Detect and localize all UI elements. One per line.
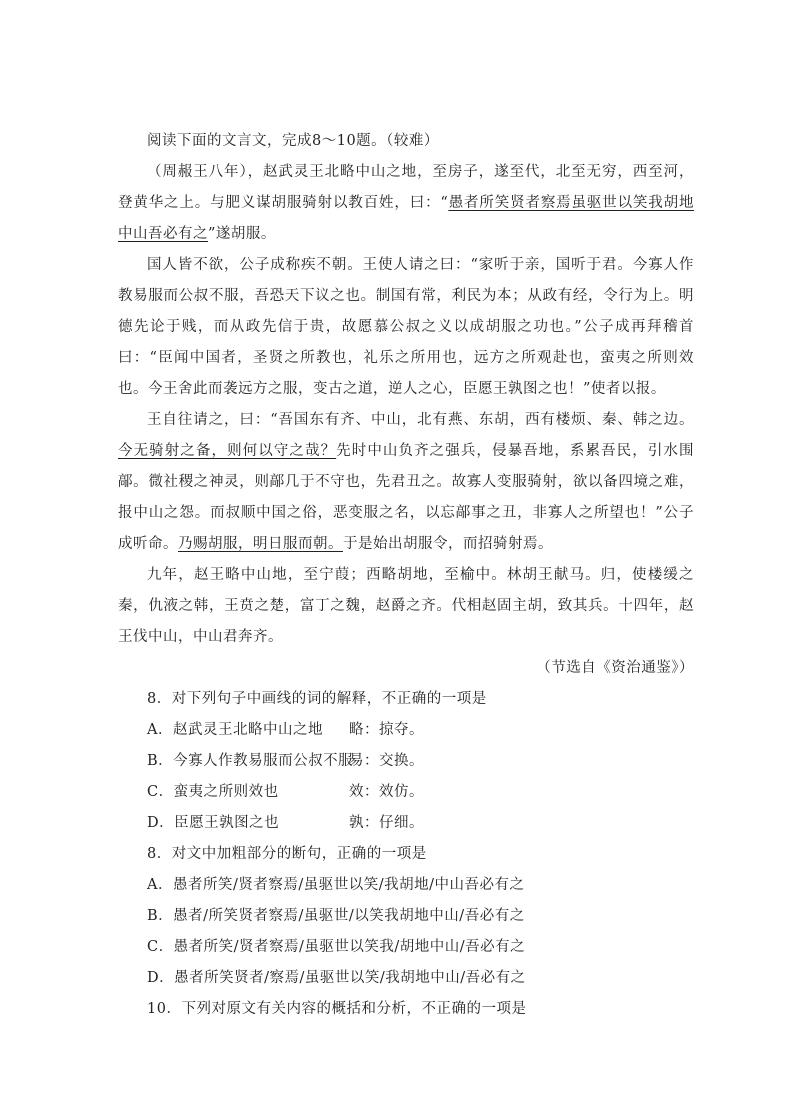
question-9-option-c: C．愚者所笑/贤者察焉/虽驱世以笑我/胡地中山/吾必有之 [147, 939, 526, 955]
p3-text-c: 于是始出胡服令，而招骑射焉。 [343, 536, 553, 552]
option-sentence: A．赵武灵王北略中山之地 [147, 722, 323, 738]
passage-paragraph-1 [118, 157, 694, 250]
question-9-option-a: A．愚者所笑/贤者察焉/虽驱世以笑/我胡地/中山吾必有之 [147, 877, 525, 893]
option-explanation: 易：交换。 [349, 753, 424, 769]
option-explanation: 效：效仿。 [349, 784, 424, 800]
question-8-option-b [118, 746, 694, 777]
source-citation: （节选自《资治通鉴》） [536, 660, 694, 676]
p1-tail: ”遂胡服。 [208, 226, 276, 242]
p3-text-a: 王自往请之，曰：“吾国东有齐、中山，北有燕、东胡，西有楼烦、秦、韩之边。 [147, 412, 694, 428]
section-header: 阅读下面的文言文，完成8～10题。（较难） [147, 133, 439, 149]
question-8-option-a [118, 715, 694, 746]
p1-text: （周赧王八年），赵武灵王北略中山之地，至房子，遂至代，北至无穷，西至河，登黄华之上。与肥义谋胡服骑射以教百姓，曰：“ [118, 164, 694, 211]
question-8-option-d [118, 808, 694, 839]
document-content [118, 126, 694, 1025]
underlined-sentence-2: 今无骑射之备，则何以守之哉？ [118, 443, 337, 459]
passage-paragraph-2: 国人皆不欲，公子成称疾不朝。王使人请之曰：“家听于亲，国听于君。今寡人作教易服而公叔不服，吾恐天下议之也。制国有常，利民为本；从政有经，令行为上。明德先论于贱，而从政先信于贵，故愿慕公叔之义以成胡服之功也。”公子成再拜稽首曰：“臣闻中国者，圣贤之所教也，礼乐之所用也，远方之所观赴也，蛮夷之所则效也。今王舍此而袭远方之服，变古之道，逆人之心，臣愿王孰图之也！”使者以报。 [118, 257, 694, 397]
option-sentence: C．蛮夷之所则效也 [147, 784, 279, 800]
option-explanation: 略：掠夺。 [349, 722, 424, 738]
option-sentence: D．臣愿王孰图之也 [147, 815, 280, 831]
question-8-option-c [118, 777, 694, 808]
question-9-option-b: B．愚者/所笑贤者察焉/虽驱世/以笑我胡地中山/吾必有之 [147, 908, 525, 924]
question-9-stem: 8．对文中加粗部分的断句，正确的一项是 [147, 846, 427, 862]
question-9-option-d: D．愚者所笑贤者/察焉/虽驱世以笑/我胡地中山/吾必有之 [147, 970, 526, 986]
option-sentence: B．今寡人作教易服而公叔不服 [147, 753, 354, 769]
question-8-stem: 8．对下列句子中画线的词的解释，不正确的一项是 [147, 691, 487, 707]
question-10-stem: 10．下列对原文有关内容的概括和分析，不正确的一项是 [147, 1001, 527, 1017]
passage-paragraph-4: 九年，赵王略中山地，至宁葭；西略胡地，至榆中。林胡王献马。归，使楼缓之秦，仇液之韩，王贲之楚，富丁之魏，赵爵之齐。代相赵固主胡，致其兵。十四年，赵王伐中山，中山君奔齐。 [118, 567, 694, 645]
underlined-sentence-3: 乃赐胡服，明日服而朝。 [178, 536, 343, 552]
option-explanation: 孰：仔细。 [349, 815, 424, 831]
p3-text-b: 先时中山负齐之强兵，侵暴吾地，系累吾民，引水围鄗。微社稷之神灵，则鄗几于不守也，先君丑之。故寡人变服骑射，欲以备四境之难，报中山之怨。而叔顺中国之俗，恶变服之名，以忘鄗事之丑，非寡人之所望也！”公子成听命。 [118, 443, 695, 552]
underlined-sentence-1: 愚者所笑贤者察焉虽驱世以笑我胡地中山吾必有之 [118, 195, 694, 242]
passage-paragraph-3 [118, 405, 694, 560]
